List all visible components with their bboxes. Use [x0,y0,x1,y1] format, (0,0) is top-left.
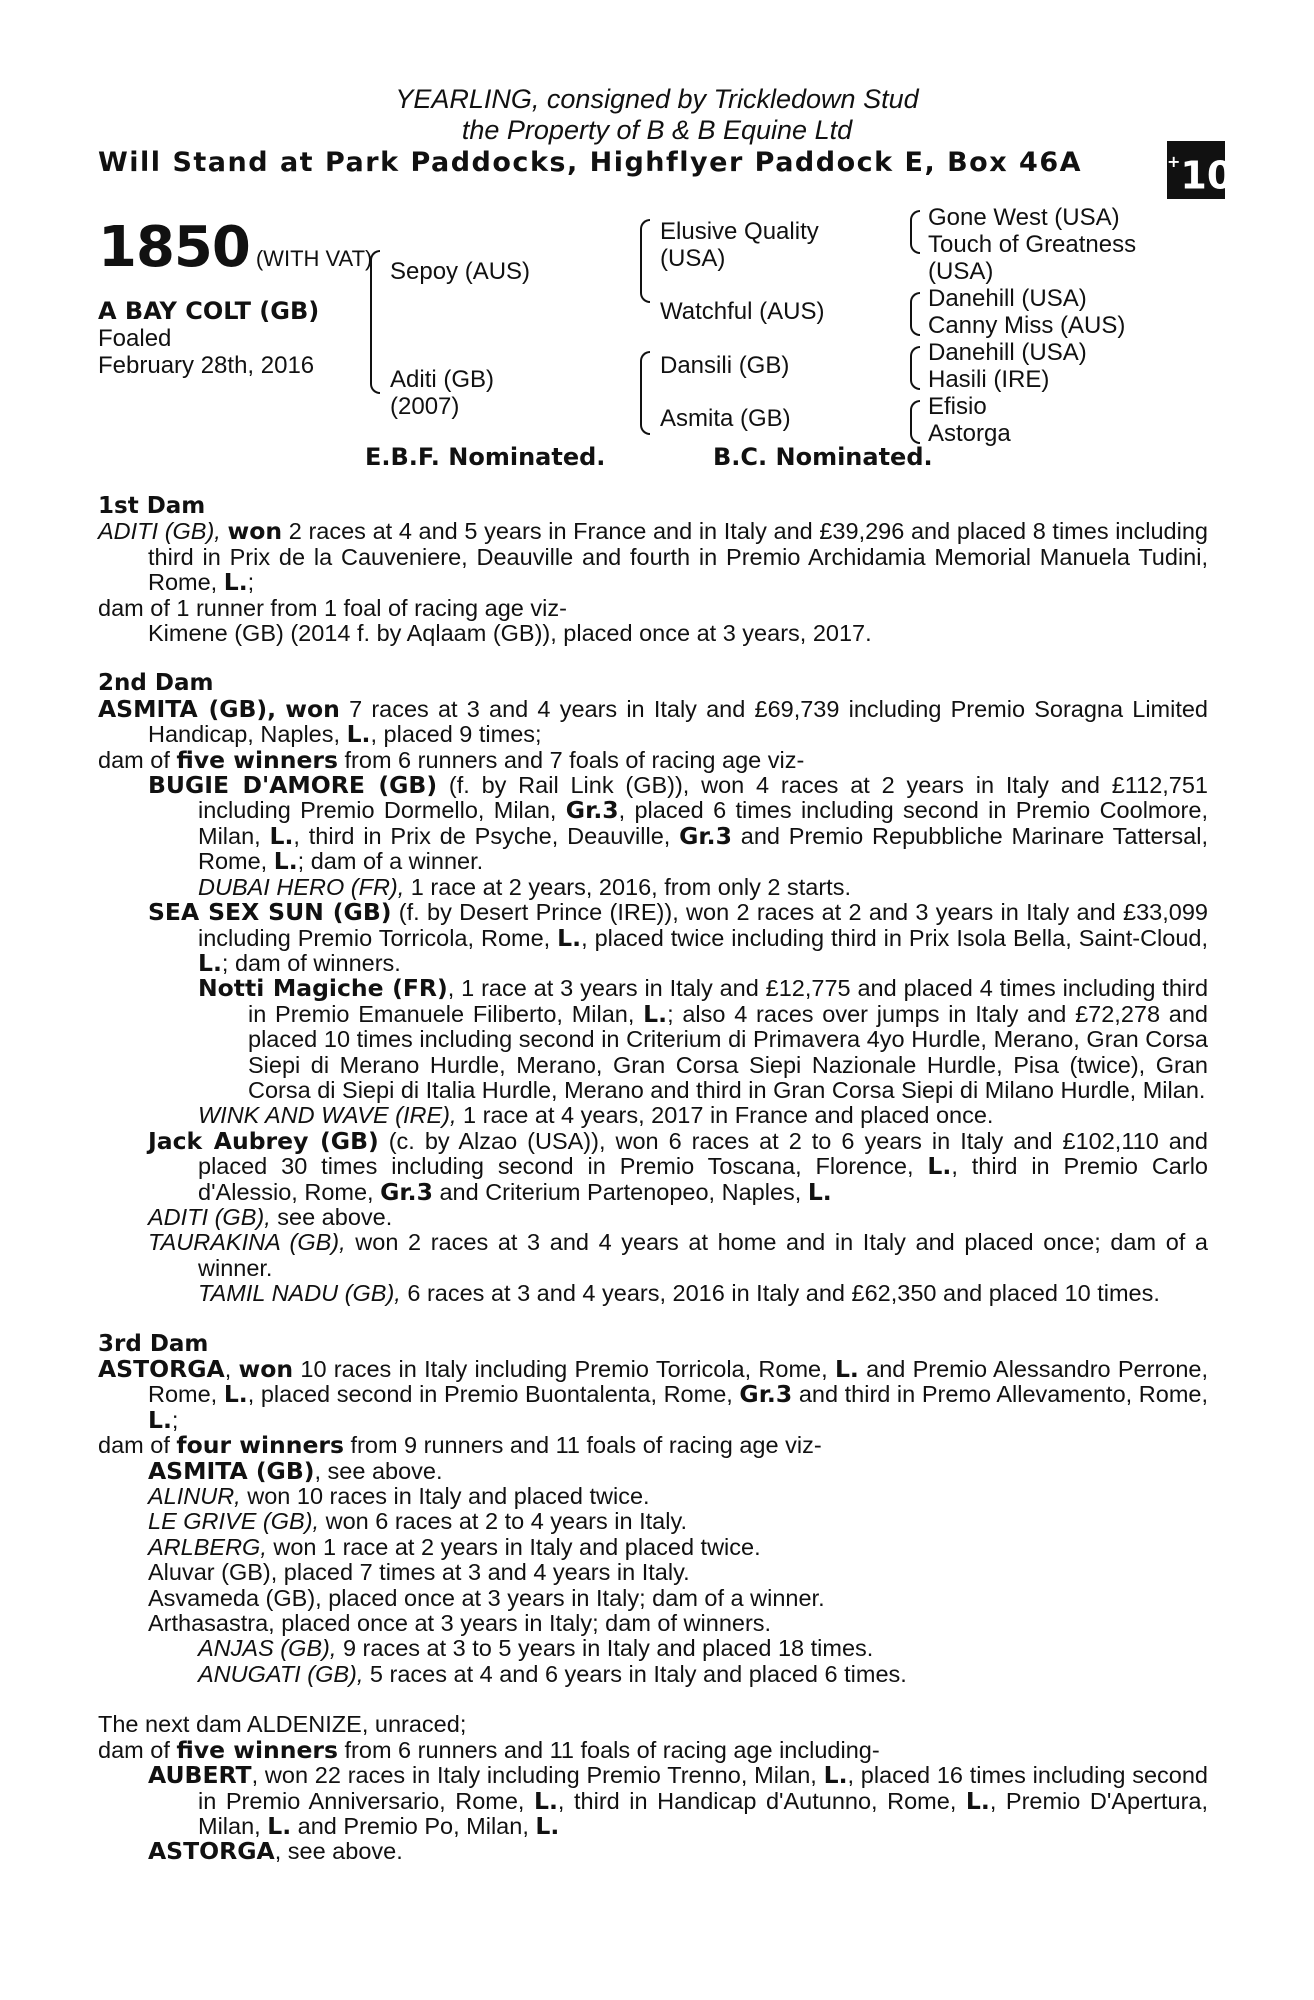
taurakina-record: TAURAKINA (GB), won 2 races at 3 and 4 years at home and in Italy and placed once; dam of a winner. [148,1229,1209,1281]
le-grive-record: LE GRIVE (GB), won 6 races at 2 to 4 years in Italy. [148,1508,687,1535]
lot-number-block [98,215,372,280]
astorga-reference: ASTORGA, see above. [148,1837,403,1866]
owner-line: the Property of B & B Equine Ltd [461,115,853,145]
bracket-g1 [910,210,920,254]
third-dam-heading: 3rd Dam [98,1330,209,1357]
sires-sire: Elusive Quality [660,218,819,245]
gg-dam-1-country: (USA) [928,258,994,285]
stabling-line: Will Stand at Park Paddocks, Highflyer Paddock E, Box 46A [98,147,1083,178]
lot-badge [1167,141,1234,199]
dam-year: (2007) [390,393,460,420]
bracket-g3 [910,346,920,390]
sire-parents-bracket [640,219,650,303]
first-dam-produce-summary: dam of 1 runner from 1 foal of racing age viz- [98,594,567,621]
gg-sire-4: Efisio [928,393,987,420]
gg-dam-3: Hasili (IRE) [928,366,1050,393]
gg-dam-2: Canny Miss (AUS) [928,312,1126,339]
arlberg-record: ARLBERG, won 1 race at 2 years in Italy and placed twice. [148,1533,761,1560]
foaled-date: February 28th, 2016 [98,352,315,379]
sire: Sepoy (AUS) [390,258,531,285]
next-dam-produce-summary: dam of five winners from 6 runners and 11 foals of racing age including- [98,1735,880,1764]
sires-dam: Watchful (AUS) [660,298,825,325]
third-dam-record: ASTORGA, won 10 races in Italy including Premio Torricola, Rome, L. and Premio Alessandro Perrone, Rome, L., placed second in Premio Buontalenta, Rome, Gr.3 and third in Premo Allevamento, Rome, L.; [98,1355,1209,1434]
bc-nominated: B.C. Nominated. [713,443,933,471]
gg-sire-2: Danehill (USA) [928,285,1087,312]
aubert-record: AUBERT, won 22 races in Italy including Premio Trenno, Milan, L., placed 16 times including second in Premio Anniversario, Rome, L., third in Handicap d'Autunno, Rome, L., Premio D'Apertura, Milan, L. and Premio Po, Milan, L. [148,1761,1209,1840]
lot-name: A BAY COLT (GB) [98,297,320,325]
bugie-damore-record: BUGIE D'AMORE (GB) (f. by Rail Link (GB)), won 4 races at 2 years in Italy and £112,751 including Premio Dormello, Milan, Gr.3, placed 6 times including second in Premio Coolmore, Milan, L., third in Prix de Psyche, Deauville, Gr.3 and Premio Repubbliche Marinare Tattersal, Rome, L.; dam of a winner. [148,771,1208,876]
dam-parents-bracket [640,351,650,435]
gg-sire-3: Danehill (USA) [928,339,1087,366]
foaled-label: Foaled [98,325,172,352]
alinur-record: ALINUR, won 10 races in Italy and placed twice. [148,1483,650,1510]
tamil-nadu-record: TAMIL NADU (GB), 6 races at 3 and 4 years, 2016 in Italy and £62,350 and placed 10 times. [198,1280,1160,1307]
badge-plus: + [1167,152,1181,171]
ebf-nominated: E.B.F. Nominated. [365,443,606,471]
badge-number: 10 [1180,153,1234,198]
anugati-record: ANUGATI (GB), 5 races at 4 and 6 years in Italy and placed 6 times. [198,1660,907,1687]
sire-dam-bracket [370,250,380,394]
third-dam-produce-summary: dam of four winners from 9 runners and 11 foals of racing age viz- [98,1431,822,1460]
first-dam-record: ADITI (GB), won 2 races at 4 and 5 years in France and in Italy and £39,296 and placed 8 times including third in Prix de la Cauveniere, Deauville and fourth in Premio Archidamia Memorial Manuela Tudini, Rome, L.; [98,517,1208,597]
vat-note: (WITH VAT) [255,246,373,271]
bracket-g2 [910,292,920,336]
pedigree-notes [98,494,1208,1865]
second-dam-produce-summary: dam of five winners from 6 runners and 7 foals of racing age viz- [98,745,805,774]
asmita-reference: ASMITA (GB), see above. [148,1456,443,1485]
lot-number: 1850 [98,215,250,280]
arthasastra-record: Arthasastra, placed once at 3 years in Italy; dam of winners. [148,1610,772,1637]
dam: Aditi (GB) [390,366,495,393]
gg-dam-1: Touch of Greatness [928,231,1137,258]
dubai-hero-record: DUBAI HERO (FR), 1 race at 2 years, 2016, from only 2 starts. [198,873,851,900]
wink-and-wave-record: WINK AND WAVE (IRE), 1 race at 4 years, 2017 in France and placed once. [198,1102,994,1129]
next-dam-line: The next dam ALDENIZE, unraced; [98,1711,467,1738]
anjas-record: ANJAS (GB), 9 races at 3 to 5 years in Italy and placed 18 times. [198,1635,874,1662]
second-dam-record: ASMITA (GB), won 7 races at 3 and 4 years in Italy and £69,739 including Premio Soragna Limited Handicap, Naples, L., placed 9 times; [98,694,1209,749]
dams-dam: Asmita (GB) [660,405,791,432]
sea-sex-sun-record: SEA SEX SUN (GB) (f. by Desert Prince (IRE)), won 2 races at 2 and 3 years in Italy and £33,099 including Premio Torricola, Rome, L., placed twice including third in Prix Isola Bella, Saint-Cloud, L.; dam of winners. [148,898,1209,977]
aditi-reference: ADITI (GB), see above. [148,1203,393,1230]
dams-sire: Dansili (GB) [660,352,790,379]
asvameda-record: Asvameda (GB), placed once at 3 years in Italy; dam of a winner. [148,1584,825,1611]
notti-magiche-record: Notti Magiche (FR), 1 race at 3 years in Italy and £12,775 and placed 4 times including third in Premio Emanuele Filiberto, Milan, L.; also 4 races over jumps in Italy and £72,278 and placed 10 times including second in Criterium di Primavera 4yo Hurdle, Merano, Gran Corsa Siepi di Merano Hurdle, Merano, Gran Corsa Siepi Nazionale Hurdle, Pisa (twice), Gran Corsa di Siepi di Italia Hurdle, Merano and third in Gran Corsa Siepi di Milano Hurdle, Milan. [198,974,1209,1103]
second-dam-heading: 2nd Dam [98,670,214,697]
sires-sire-country: (USA) [660,245,726,272]
gg-dam-4: Astorga [928,420,1011,447]
jack-aubrey-record: Jack Aubrey (GB) (c. by Alzao (USA)), won 6 races at 2 to 6 years in Italy and £102,110 and placed 30 times including second in Premio Toscana, Florence, L., third in Premio Carlo d'Alessio, Rome, Gr.3 and Criterium Partenopeo, Naples, L. [148,1126,1208,1206]
first-dam-heading: 1st Dam [98,493,206,519]
gg-sire-1: Gone West (USA) [928,204,1120,231]
kimene-record: Kimene (GB) (2014 f. by Aqlaam (GB)), placed once at 3 years, 2017. [148,620,872,647]
aluvar-record: Aluvar (GB), placed 7 times at 3 and 4 years in Italy. [148,1559,690,1586]
consignor-line: YEARLING, consigned by Trickledown Stud [395,84,919,114]
bracket-g4 [910,400,920,444]
